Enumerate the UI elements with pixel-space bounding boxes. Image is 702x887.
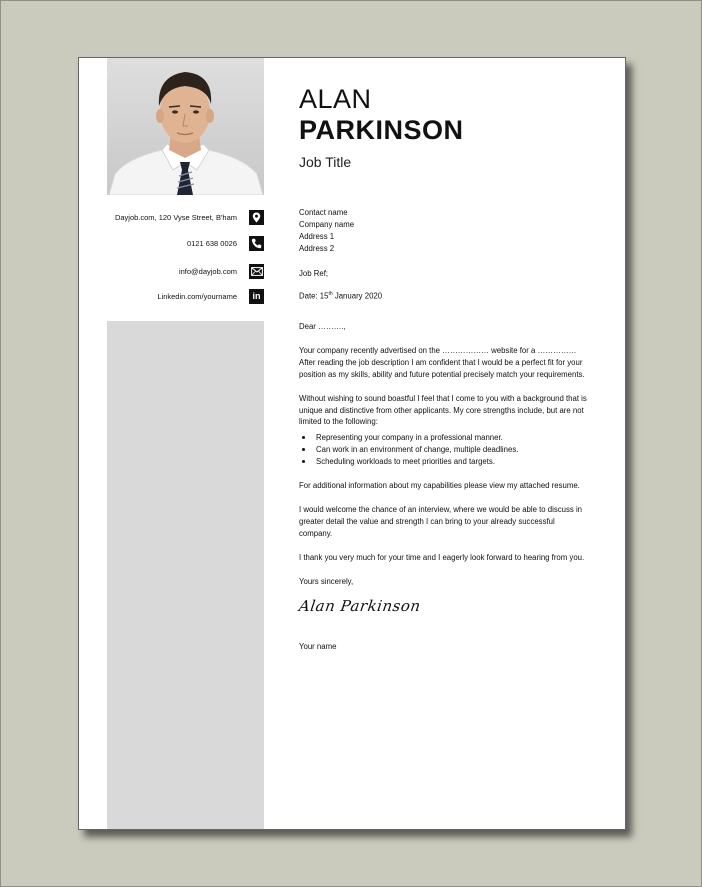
job-ref: Job Ref;: [299, 268, 329, 278]
signature: Alan Parkinson: [297, 596, 422, 615]
paragraph-5: I thank you very much for your time and I eagerly look forward to hearing from you.: [299, 552, 585, 562]
date-prefix: Date: 15: [299, 291, 329, 301]
last-name: PARKINSON: [299, 115, 464, 145]
recipient-address-2: Address 2: [299, 243, 335, 253]
first-name: ALAN: [299, 84, 372, 114]
contact-phone-text: 0121 638 0026: [186, 238, 237, 248]
paragraph-4: I would welcome the chance of an interview, where we would be able to discuss in greater detail the value and strength I can bring to your already successful company.: [299, 505, 583, 538]
your-name: Your name: [299, 641, 337, 651]
recipient-address-1: Address 1: [299, 231, 335, 241]
contact-email-text: info@dayjob.com: [178, 266, 237, 276]
contact-linkedin-text: Linkedin.com/yourname: [157, 291, 237, 301]
recipient-block: [299, 207, 589, 255]
salutation: Dear ……….,: [299, 322, 346, 332]
strengths-list: [299, 432, 589, 468]
phone-icon: [249, 236, 264, 251]
location-pin-icon: [249, 210, 264, 225]
closing: Yours sincerely,: [299, 576, 354, 586]
strength-item: Representing your company in a professional manner.: [316, 432, 589, 444]
paragraph-2: Without wishing to sound boastful I feel that I come to you with a background that is unique and distinctive from other applicants. My core strengths include, but are not limited to the following:: [299, 393, 587, 427]
contact-linkedin: [157, 288, 264, 304]
strength-item: Scheduling workloads to meet priorities and targets.: [316, 456, 589, 468]
contact-email: [179, 263, 264, 279]
letter-date: [299, 289, 589, 303]
email-icon: [249, 264, 264, 279]
sidebar-gray-panel: [107, 321, 264, 829]
date-month-year: January 2020: [332, 291, 383, 301]
letter-body: [299, 207, 589, 652]
recipient-company-name: Company name: [299, 219, 355, 229]
contact-phone: [187, 235, 264, 251]
linkedin-icon: [249, 289, 264, 304]
job-title: Job Title: [299, 154, 352, 170]
paragraph-1: Your company recently advertised on the ……………… website for a …………… After reading the job description I am confident that I would be a perfect fit for your position as my skills, ability and future potential precisely match your requirements.: [299, 345, 585, 379]
linkedin-glyph: in: [252, 291, 261, 301]
cover-letter-page: [78, 57, 626, 830]
left-sidebar: [107, 58, 264, 829]
date-suffix-ordinal: th: [328, 290, 333, 297]
paragraph-3: For additional information about my capabilities please view my attached resume.: [299, 481, 580, 491]
profile-photo: [107, 58, 264, 195]
signature-line: [297, 596, 589, 623]
contact-address: [115, 209, 264, 225]
recipient-contact-name: Contact name: [299, 208, 348, 217]
strength-item: Can work in an environment of change, multiple deadlines.: [316, 444, 589, 456]
contact-address-text: Dayjob.com, 120 Vyse Street, B'ham: [114, 212, 237, 222]
